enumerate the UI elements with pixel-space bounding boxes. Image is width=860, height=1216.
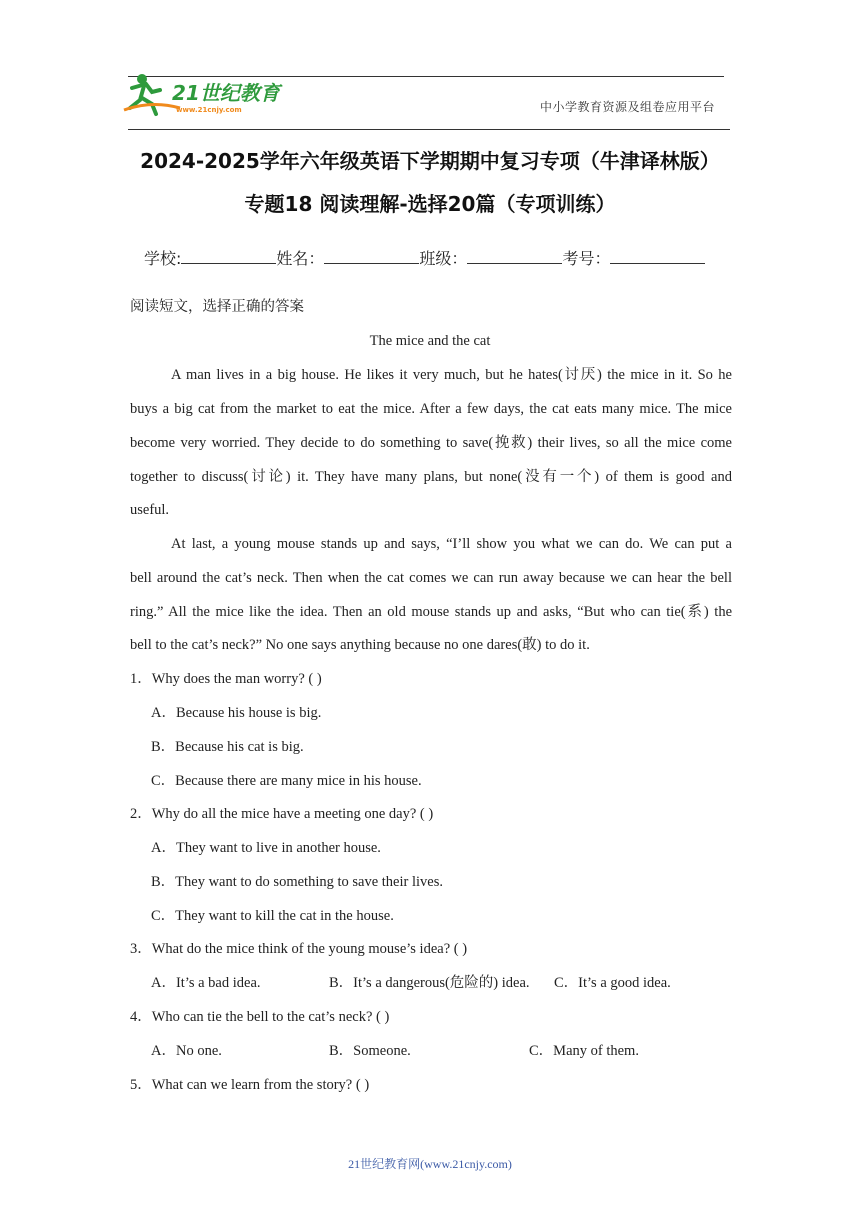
passage-title: The mice and the cat — [369, 333, 491, 349]
exam-no-label: 考号： — [562, 249, 611, 268]
option-3c[interactable]: C．It’s a good idea. — [554, 975, 671, 991]
question-1: 1．Why does the man worry? ( ) — [130, 671, 322, 687]
passage-line: bell around the cat’s neck. Then when the cat comes we can run away because we can hear the bell — [130, 570, 732, 586]
name-field[interactable] — [324, 249, 419, 264]
passage-line: become very worried. They decide to do something to save(挽救) their lives, so all the mice come — [130, 435, 732, 451]
question-2: 2．Why do all the mice have a meeting one day? ( ) — [130, 806, 434, 822]
header-rule-bottom — [128, 129, 730, 130]
class-field[interactable] — [467, 249, 562, 264]
passage-line: ring.” All the mice like the idea. Then an old mouse stands up and asks, “But who can tie(系) the — [130, 604, 732, 620]
option-2a[interactable]: A．They want to live in another house. — [151, 840, 381, 856]
option-4b[interactable]: B．Someone. — [329, 1043, 411, 1059]
option-4c[interactable]: C．Many of them. — [529, 1043, 639, 1059]
name-label: 姓名： — [276, 249, 325, 268]
option-1c[interactable]: C．Because there are many mice in his house. — [151, 773, 422, 789]
passage-line: together to discuss(讨论) it. They have many plans, but none(没有一个) of them is good and — [130, 469, 732, 485]
question-4: 4．Who can tie the bell to the cat’s neck? ( ) — [130, 1009, 390, 1025]
instruction: 阅读短文，选择正确的答案 — [130, 299, 304, 315]
school-label: 学校: — [144, 249, 182, 268]
passage-line: useful. — [130, 502, 170, 518]
student-info — [144, 246, 705, 269]
passage-line: A man lives in a big house. He likes it very much, but he hates(讨厌) the mice in it. So he — [171, 367, 732, 383]
option-1a[interactable]: A．Because his house is big. — [151, 705, 322, 721]
logo-url: www.21cnjy.com — [176, 106, 242, 114]
class-label: 班级： — [419, 249, 468, 268]
exam-no-field[interactable] — [610, 249, 705, 264]
option-1b[interactable]: B．Because his cat is big. — [151, 739, 304, 755]
logo-text: 21世纪教育 — [172, 81, 280, 105]
page-footer[interactable]: 21世纪教育网(www.21cnjy.com) — [348, 1157, 512, 1171]
logo — [122, 70, 292, 118]
question-3: 3．What do the mice think of the young mouse’s idea? ( ) — [130, 941, 468, 957]
header-tagline: 中小学教育资源及组卷应用平台 — [540, 100, 716, 114]
passage-line: buys a big cat from the market to eat the mice. After a few days, the cat eats many mice. The mice — [130, 401, 732, 417]
school-field[interactable] — [181, 249, 276, 264]
page-title: 2024-2025学年六年级英语下学期期中复习专项（牛津译林版） — [140, 149, 720, 173]
option-2c[interactable]: C．They want to kill the cat in the house. — [151, 908, 394, 924]
question-5: 5．What can we learn from the story? ( ) — [130, 1077, 370, 1093]
passage-line: bell to the cat’s neck?” No one says anything because no one dares(敢) to do it. — [130, 637, 590, 653]
option-3b[interactable]: B．It’s a dangerous(危险的) idea. — [329, 975, 530, 991]
passage-line: At last, a young mouse stands up and says, “I’ll show you what we can do. We can put a — [171, 536, 732, 552]
option-2b[interactable]: B．They want to do something to save their lives. — [151, 874, 443, 890]
option-4a[interactable]: A．No one. — [151, 1043, 222, 1059]
option-3a[interactable]: A．It’s a bad idea. — [151, 975, 261, 991]
page-subtitle: 专题18 阅读理解-选择20篇（专项训练） — [244, 192, 616, 216]
